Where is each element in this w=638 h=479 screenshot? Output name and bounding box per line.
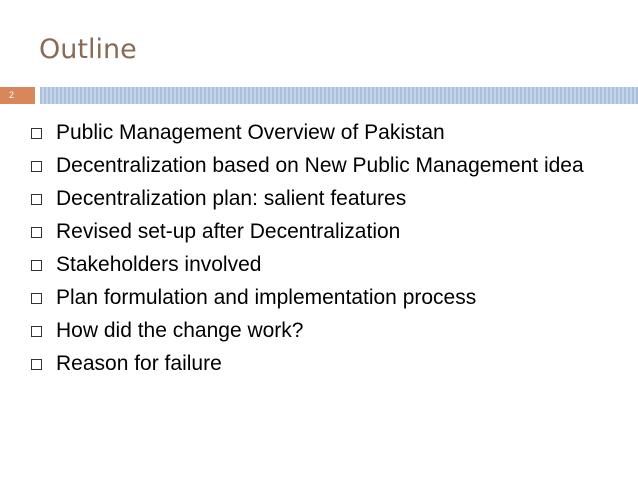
bullet-text: Decentralization plan: salient features (56, 187, 407, 210)
bullet-item (30, 285, 620, 311)
bullet-list (30, 120, 620, 384)
square-bullet-icon (31, 359, 42, 370)
header-divider-bar (40, 87, 638, 104)
bullet-item (30, 252, 620, 278)
bullet-text: Plan formulation and implementation process (56, 286, 477, 309)
bullet-text: Stakeholders involved (56, 253, 262, 276)
bullet-item (30, 153, 620, 179)
bullet-text: How did the change work? (56, 319, 304, 342)
square-bullet-icon (31, 260, 42, 271)
bullet-text: Decentralization based on New Public Management idea (56, 154, 584, 177)
bullet-item (30, 186, 620, 212)
square-bullet-icon (31, 161, 42, 172)
bullet-text: Public Management Overview of Pakistan (56, 121, 445, 144)
square-bullet-icon (31, 293, 42, 304)
bullet-text: Revised set-up after Decentralization (56, 220, 401, 243)
slide-number-box (0, 87, 35, 104)
square-bullet-icon (31, 227, 42, 238)
bullet-item (30, 219, 620, 245)
bullet-item (30, 351, 620, 377)
bullet-item (30, 318, 620, 344)
square-bullet-icon (31, 326, 42, 337)
bullet-text: Reason for failure (56, 352, 222, 375)
slide-title: Outline (39, 34, 137, 65)
bullet-item (30, 120, 620, 146)
square-bullet-icon (31, 194, 42, 205)
square-bullet-icon (31, 128, 42, 139)
slide-number: 2 (9, 90, 15, 100)
